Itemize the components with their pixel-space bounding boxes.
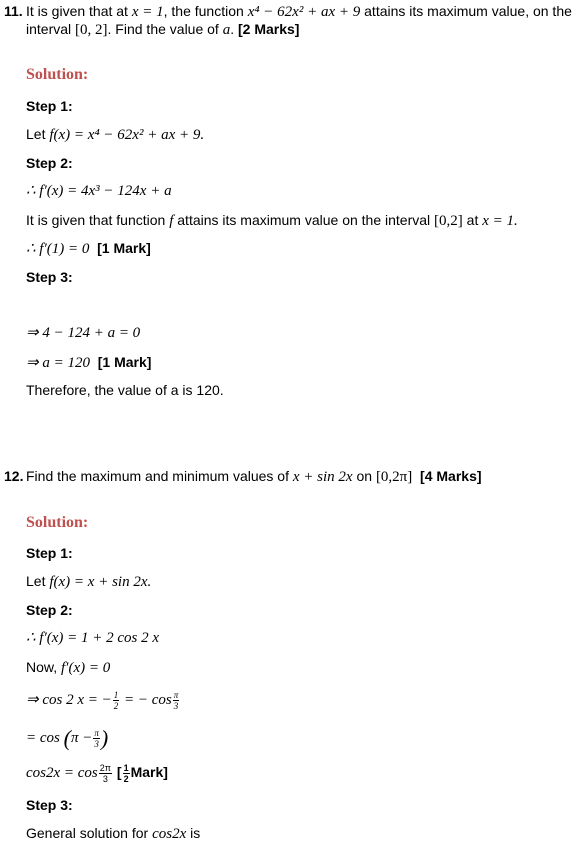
let-statement: Let f(x) = x⁴ − 62x² + ax + 9.: [26, 126, 205, 143]
step-label: Step 2:: [26, 602, 73, 618]
fraction: $\frac{2\pi}{3}$: [99, 763, 111, 784]
f1-eq: ∴ f′(1) = 0 [1 Mark]: [26, 240, 151, 257]
fraction: $\frac{1}{2}$: [123, 763, 129, 784]
question-number: 11.: [4, 3, 23, 19]
step-label: Step 3:: [26, 269, 73, 285]
question-number: 12.: [4, 468, 24, 484]
step-label: Step 1:: [26, 98, 73, 114]
step-label: Step 3:: [26, 797, 73, 813]
solution-heading: Solution:: [26, 514, 89, 531]
general-solution: General solution for cos2x is: [26, 825, 201, 842]
mark-label: [1 Mark]: [97, 354, 152, 370]
conclusion: Therefore, the value of a is 120.: [26, 382, 224, 398]
now-statement: Now, f′(x) = 0: [26, 659, 111, 676]
fraction: $\frac{\pi}{3}$: [173, 690, 179, 711]
q12-line1: 12. Find the maximum and minimum values of x + sin 2x on [0,2π] [4 Marks]: [4, 468, 482, 485]
q11-line1: 11. It is given that at x = 1, the function x⁴ − 62x² + ax + 9 attains its maximum value, on the: [4, 3, 572, 20]
cos-equation: ⇒ cos 2 x = − $\frac{1}{2}$ = − cos $\frac{\pi}{3}$: [26, 690, 179, 711]
equation: ⇒ a = 120 [1 Mark]: [26, 354, 152, 371]
cos2x-equation: cos2x = cos $\frac{2\pi}{3}$ [ $\frac{1}{2}$ Mark]: [26, 763, 168, 784]
q11-line2: interval [0, 2]. Find the value of a. [2 Marks]: [26, 21, 300, 38]
step-label: Step 2:: [26, 155, 73, 171]
derivative-eq: ∴ f′(x) = 1 + 2 cos 2 x: [26, 630, 160, 646]
fraction: $\frac{1}{2}$: [113, 690, 119, 711]
cos-equation: = cos (π − $\frac{\pi}{3}$ ): [26, 725, 109, 751]
solution-heading: Solution:: [26, 66, 89, 83]
derivative-eq: ∴ f′(x) = 4x³ − 124x + a: [26, 183, 172, 199]
marks-label: [4 Marks]: [420, 468, 482, 484]
mark-label: [1 Mark]: [97, 240, 151, 256]
marks-label: [2 Marks]: [238, 21, 300, 37]
mark-label: Mark]: [130, 764, 168, 781]
given-statement: It is given that function f attains its maximum value on the interval [0,2] at x = 1.: [26, 212, 518, 229]
step-label: Step 1:: [26, 545, 73, 561]
equation: ⇒ 4 − 124 + a = 0: [26, 325, 141, 341]
let-statement: Let f(x) = x + sin 2x.: [26, 573, 152, 590]
fraction: $\frac{\pi}{3}$: [94, 728, 99, 749]
